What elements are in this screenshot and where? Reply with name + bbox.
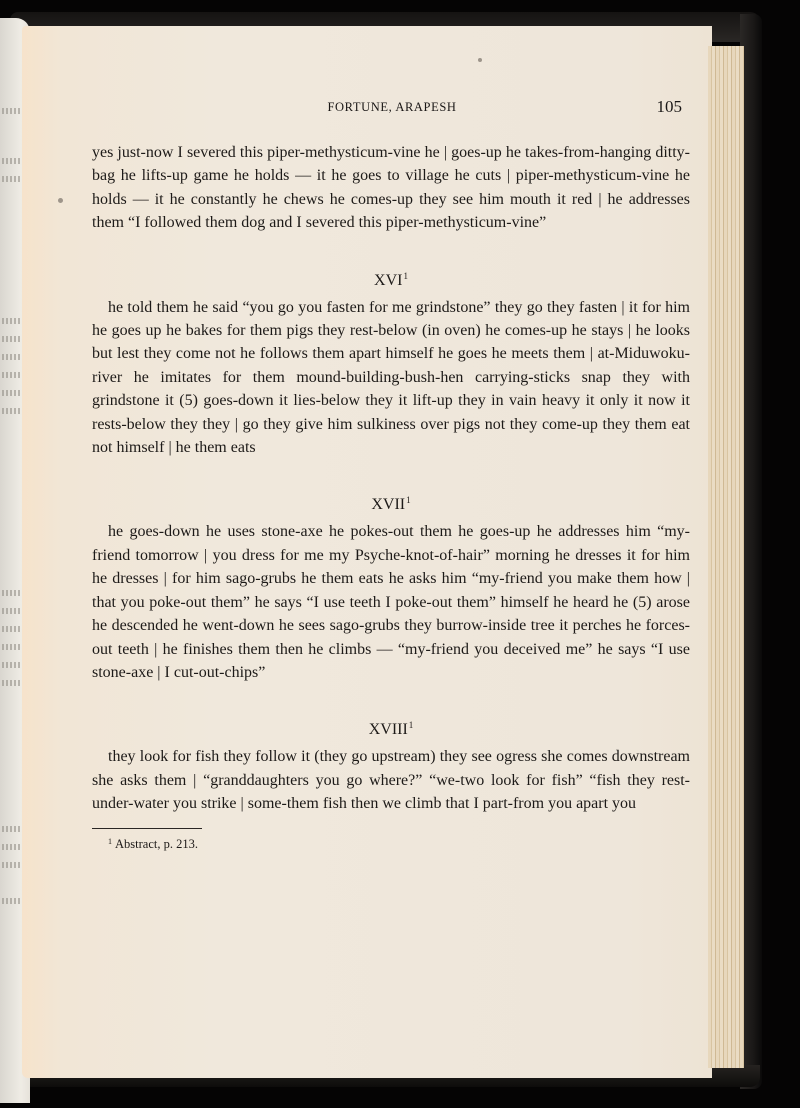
- section-numeral: XVII: [371, 496, 406, 514]
- section-paragraph-xvi: he told them he said “you go you fasten for me grindstone” they go they fasten | it for him he goes up he bakes for them pigs they rest-below (in oven) he comes-up he stays | he looks but lest they come not he follows them apart himself he goes he meets them | at-Miduwoku-river he imitates for them mound-building-bush-hen carrying-sticks snap they with grindstone it (5) goes-down it lies-below they it lift-up they in vain heavy it only it now it rests-below they they | go they give him sulkiness over pigs not they come-up they them eat not himself | he them eats: [92, 298, 690, 457]
- footnote-area: [92, 828, 690, 852]
- page-number: 105: [656, 97, 682, 116]
- section-numeral: XVI: [374, 271, 403, 289]
- footnote-rule: [92, 828, 202, 829]
- footnote: [92, 834, 690, 852]
- footnote-text: Abstract, p. 213.: [115, 836, 198, 851]
- running-head-title: FORTUNE, ARAPESH: [327, 100, 457, 114]
- section-heading-xviii: [92, 714, 690, 741]
- section-heading-xvii: [92, 489, 690, 516]
- text-column: [92, 141, 690, 816]
- footnote-mark: 1: [408, 720, 414, 731]
- paper-speck: [478, 58, 482, 62]
- footnote-mark: 1: [406, 495, 411, 506]
- page-body: [92, 141, 690, 852]
- section-paragraph-xviii: they look for fish they follow it (they go upstream) they see ogress she comes downstream she asks them | “granddaughters you go where?” “we-two look for fish” “fish they rest-under-water you strike | some-them fish then we climb that I part-from you apart you: [92, 748, 690, 813]
- section-numeral: XVIII: [368, 721, 408, 739]
- section-paragraph-xvii: he goes-down he uses stone-axe he pokes-out them he goes-up he addresses him “my-friend tomorrow | you dress for me my Psyche-knot-of-hair” morning he dresses it for him he dresses | for him sago-grubs he them eats he asks him “my-friend you make them how | that you poke-out them” he says “I use teeth I poke-out them” himself he heard he (5) arose he descended he went-down he sees sago-grubs they burrow-inside tree it perches he forces-out teeth | he finishes them then he climbs — “my-friend you deceived me” he says “I use stone-axe | I cut-out-chips”: [92, 523, 690, 681]
- footnote-mark: 1: [108, 836, 112, 846]
- footnote-mark: 1: [403, 270, 408, 281]
- running-head: [92, 97, 692, 124]
- section-heading-xvi: [92, 265, 690, 292]
- page-block-edges: [708, 46, 744, 1068]
- opening-paragraph: yes just-now I severed this piper-methysticum-vine he | goes-up he takes-from-hanging ditty-bag he lifts-up game he holds — it he goes to village he cuts | piper-methysticum-vine he holds — it he constantly he chews he comes-up they see him mouth it red | he addresses them “I followed them dog and I severed this piper-methysticum-vine”: [92, 144, 690, 232]
- paper-speck: [58, 198, 63, 203]
